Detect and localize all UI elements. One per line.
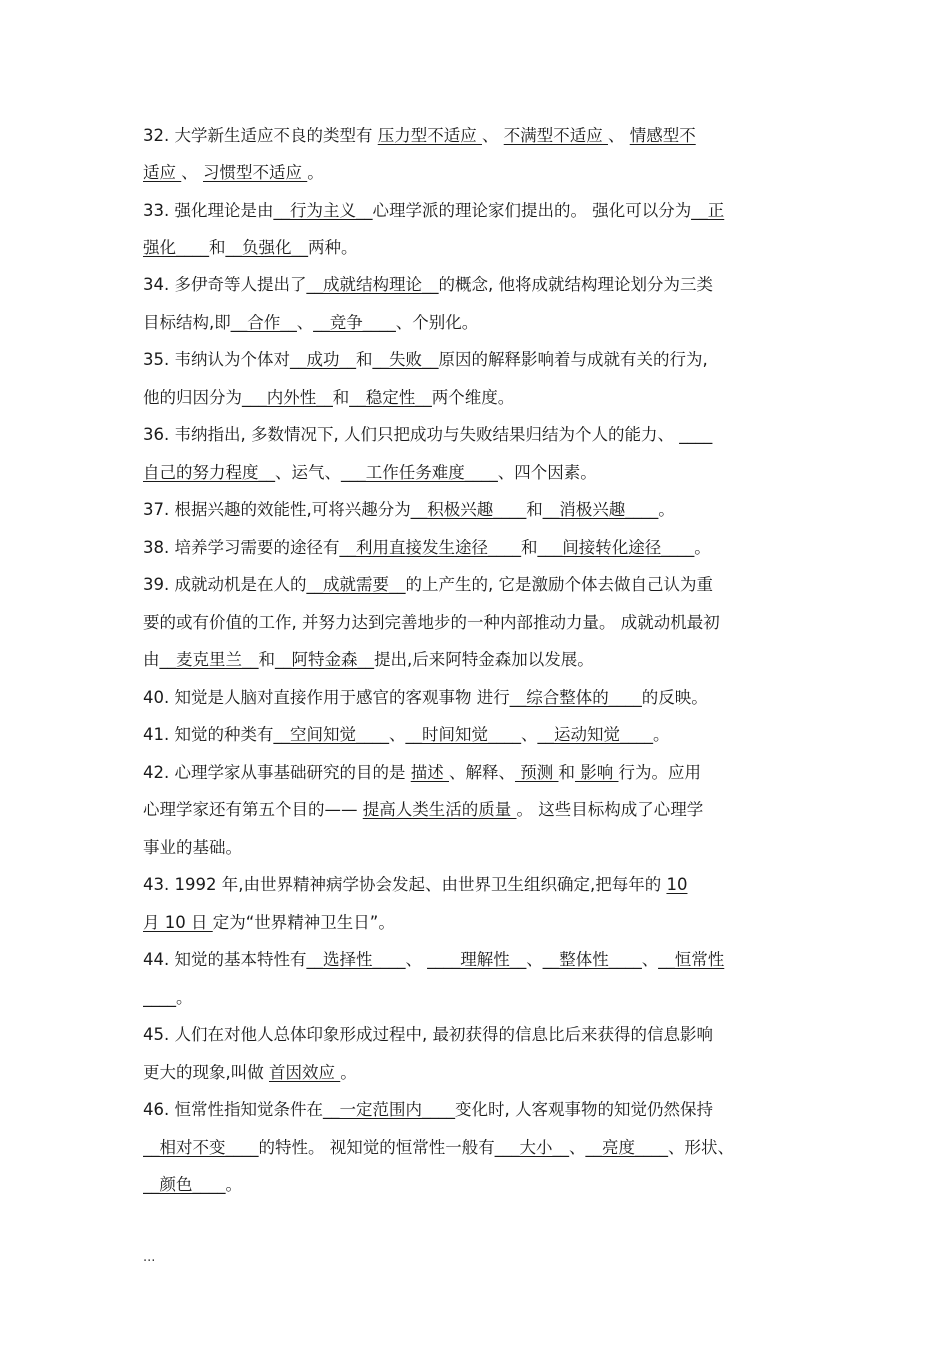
question-text: 、 <box>526 950 543 969</box>
question-text: 行为。应用 <box>618 763 701 782</box>
question-text: 心理学派的理论家们提出的。 强化可以分为 <box>372 201 692 220</box>
question-text: 。 这些目标构成了心理学 <box>516 800 704 819</box>
answer-blank: 强化____ <box>143 238 209 257</box>
text-line <box>143 1172 808 1198</box>
question-text: 、 <box>569 1138 586 1157</box>
question-text: 的概念, 他将成就结构理论划分为三类 <box>438 275 713 294</box>
question-text: 45. 人们在对他人总体印象形成过程中, 最初获得的信息比后来获得的信息影响 <box>143 1025 713 1044</box>
answer-blank: __阿特金森__ <box>275 650 374 669</box>
answer-blank: __失败__ <box>372 350 439 369</box>
answer-blank: __亮度____ <box>585 1138 668 1157</box>
text-line <box>143 835 808 861</box>
answer-blank: ____ <box>679 425 713 444</box>
answer-blank: __成功__ <box>290 350 356 369</box>
question-text: 、 <box>641 950 659 969</box>
question-text: 要的或有价值的工作, 并努力达到完善地步的一种内部推动力量。 成就动机最初 <box>143 613 720 632</box>
question-text: 和 <box>258 650 275 669</box>
text-line <box>143 385 808 411</box>
answer-blank: __成就结构理论__ <box>306 275 439 294</box>
answer-blank: 不满型不适应 <box>503 126 608 145</box>
answer-blank: 情感型不 <box>629 126 696 145</box>
question-text: 心理学家还有第五个目的—— <box>143 800 363 819</box>
question-text: 的上产生的, 它是激励个体去做自己认为重 <box>405 575 713 594</box>
answer-blank: __综合整体的____ <box>509 688 642 707</box>
text-line <box>143 685 808 711</box>
answer-blank: 影响 <box>574 763 619 782</box>
text-line <box>143 647 808 673</box>
text-line <box>143 872 808 898</box>
text-line <box>143 272 808 298</box>
question-text: 、 <box>607 126 630 145</box>
answer-blank: __成就需要__ <box>306 575 406 594</box>
answer-blank: __空间知觉____ <box>273 725 389 744</box>
text-line <box>143 1060 808 1086</box>
text-line <box>143 422 808 448</box>
question-text: 由 <box>143 650 160 669</box>
text-line <box>143 497 808 523</box>
answer-blank: ___工作任务难度____ <box>341 463 498 482</box>
question-text: 37. 根据兴趣的效能性,可将兴趣分为 <box>143 500 411 519</box>
answer-blank: __积极兴趣____ <box>410 500 527 519</box>
question-text: 40. 知觉是人脑对直接作用于感官的客观事物 进行 <box>143 688 510 707</box>
text-line <box>143 1097 808 1123</box>
question-text: 和 <box>558 763 575 782</box>
answer-blank: __选择性____ <box>306 950 406 969</box>
question-text: 、 <box>296 313 314 332</box>
page-footer: ... <box>143 1250 156 1265</box>
answer-blank: ___内外性__ <box>242 388 333 407</box>
question-text: 目标结构,即 <box>143 313 231 332</box>
question-text: 、形状、 <box>668 1138 734 1157</box>
text-line <box>143 910 808 936</box>
answer-blank: 适应 <box>143 163 182 182</box>
answer-blank: 10 <box>666 875 688 894</box>
answer-blank: __相对不变____ <box>143 1138 259 1157</box>
question-text: 定为“世界精神卫生日”。 <box>212 913 395 932</box>
text-line <box>143 198 808 224</box>
answer-blank: 预测 <box>514 763 559 782</box>
answer-blank: 压力型不适应 <box>377 126 482 145</box>
answer-blank: __稳定性__ <box>349 388 432 407</box>
question-text: 、个别化。 <box>395 313 479 332</box>
question-text: 两种。 <box>308 238 358 257</box>
question-text: 33. 强化理论是由 <box>143 201 274 220</box>
question-text: 、 <box>181 163 203 182</box>
answer-blank: __竞争____ <box>313 313 396 332</box>
question-text: 35. 韦纳认为个体对 <box>143 350 290 369</box>
text-line <box>143 947 808 973</box>
answer-blank: __颜色____ <box>143 1175 226 1194</box>
text-line <box>143 310 808 336</box>
text-line <box>143 535 808 561</box>
question-text: 。 <box>658 500 675 519</box>
answer-blank: 首因效应 <box>269 1063 341 1082</box>
answer-blank: __行为主义__ <box>273 201 373 220</box>
question-text: 。 <box>340 1063 357 1082</box>
question-text: 他的归因分为 <box>143 388 242 407</box>
question-text: 变化时, 人客观事物的知觉仍然保持 <box>455 1100 713 1119</box>
answer-blank: __一定范围内____ <box>323 1100 455 1119</box>
text-line <box>143 985 808 1011</box>
question-text: 、 <box>405 950 428 969</box>
question-text: 32. 大学新生适应不良的类型有 <box>143 126 378 145</box>
text-line <box>143 160 808 186</box>
question-text: 、 <box>481 126 504 145</box>
answer-blank: 习惯型不适应 <box>203 163 308 182</box>
question-text: 、四个因素。 <box>497 463 597 482</box>
answer-blank: 描述 <box>410 763 449 782</box>
answer-blank: __合作__ <box>230 313 297 332</box>
question-text: 和 <box>332 388 350 407</box>
question-text: 、解释、 <box>448 763 515 782</box>
text-line <box>143 1135 808 1161</box>
question-text: 的特性。 视知觉的恒常性一般有 <box>258 1138 495 1157</box>
answer-blank: __运动知觉____ <box>537 725 653 744</box>
question-text: 事业的基础。 <box>143 838 242 857</box>
answer-blank: ___大小__ <box>494 1138 569 1157</box>
answer-blank: __负强化__ <box>225 238 308 257</box>
question-text: 提出,后来阿特金森加以发展。 <box>374 650 594 669</box>
question-text: 。 <box>694 538 711 557</box>
question-text: 。 <box>225 1175 242 1194</box>
text-line <box>143 460 808 486</box>
question-text: 、 <box>521 725 538 744</box>
text-line <box>143 347 808 373</box>
text-line <box>143 572 808 598</box>
question-text: 、 <box>389 725 406 744</box>
question-text: 38. 培养学习需要的途径有 <box>143 538 340 557</box>
question-text: 原因的解释影响着与成就有关的行为, <box>438 350 708 369</box>
question-text: 和 <box>526 500 543 519</box>
answer-blank: 月 10 日 <box>143 913 213 932</box>
question-text: 42. 心理学家从事基础研究的目的是 <box>143 763 411 782</box>
question-text: 。 <box>653 725 670 744</box>
question-text: 和 <box>356 350 373 369</box>
answer-blank: __消极兴趣____ <box>542 500 659 519</box>
question-text: 。 <box>307 163 324 182</box>
question-text: 两个维度。 <box>431 388 515 407</box>
text-line <box>143 235 808 261</box>
question-text: 36. 韦纳指出, 多数情况下, 人们只把成功与失败结果归结为个人的能力、 <box>143 425 680 444</box>
question-text: 44. 知觉的基本特性有 <box>143 950 307 969</box>
answer-blank: 自己的努力程度__ <box>143 463 275 482</box>
text-line <box>143 797 808 823</box>
answer-blank: ____ <box>143 988 176 1007</box>
question-text: 46. 恒常性指知觉条件在 <box>143 1100 323 1119</box>
text-line <box>143 760 808 786</box>
text-line <box>143 1022 808 1048</box>
question-text: 39. 成就动机是在人的 <box>143 575 307 594</box>
question-text: 34. 多伊奇等人提出了 <box>143 275 307 294</box>
answer-blank: __正 <box>691 201 725 220</box>
answer-blank: __利用直接发生途径____ <box>339 538 521 557</box>
question-text: 43. 1992 年,由世界精神病学协会发起、由世界卫生组织确定,把每年的 <box>143 875 667 894</box>
answer-blank: __时间知觉____ <box>405 725 521 744</box>
question-text: 41. 知觉的种类有 <box>143 725 274 744</box>
text-line <box>143 722 808 748</box>
answer-blank: __恒常性 <box>658 950 725 969</box>
question-text: 。 <box>176 988 193 1007</box>
question-text: 和 <box>521 538 538 557</box>
text-line <box>143 123 808 149</box>
text-line <box>143 610 808 636</box>
answer-blank: ___间接转化途径____ <box>537 538 695 557</box>
answer-blank: __整体性____ <box>542 950 642 969</box>
answer-blank: 提高人类生活的质量 <box>362 800 517 819</box>
question-text: 和 <box>209 238 226 257</box>
answer-blank: __麦克里兰__ <box>159 650 259 669</box>
answer-blank: ____理解性__ <box>427 950 527 969</box>
question-text: 更大的现象,叫做 <box>143 1063 269 1082</box>
question-text: 的反映。 <box>641 688 708 707</box>
question-text: 、运气、 <box>275 463 341 482</box>
